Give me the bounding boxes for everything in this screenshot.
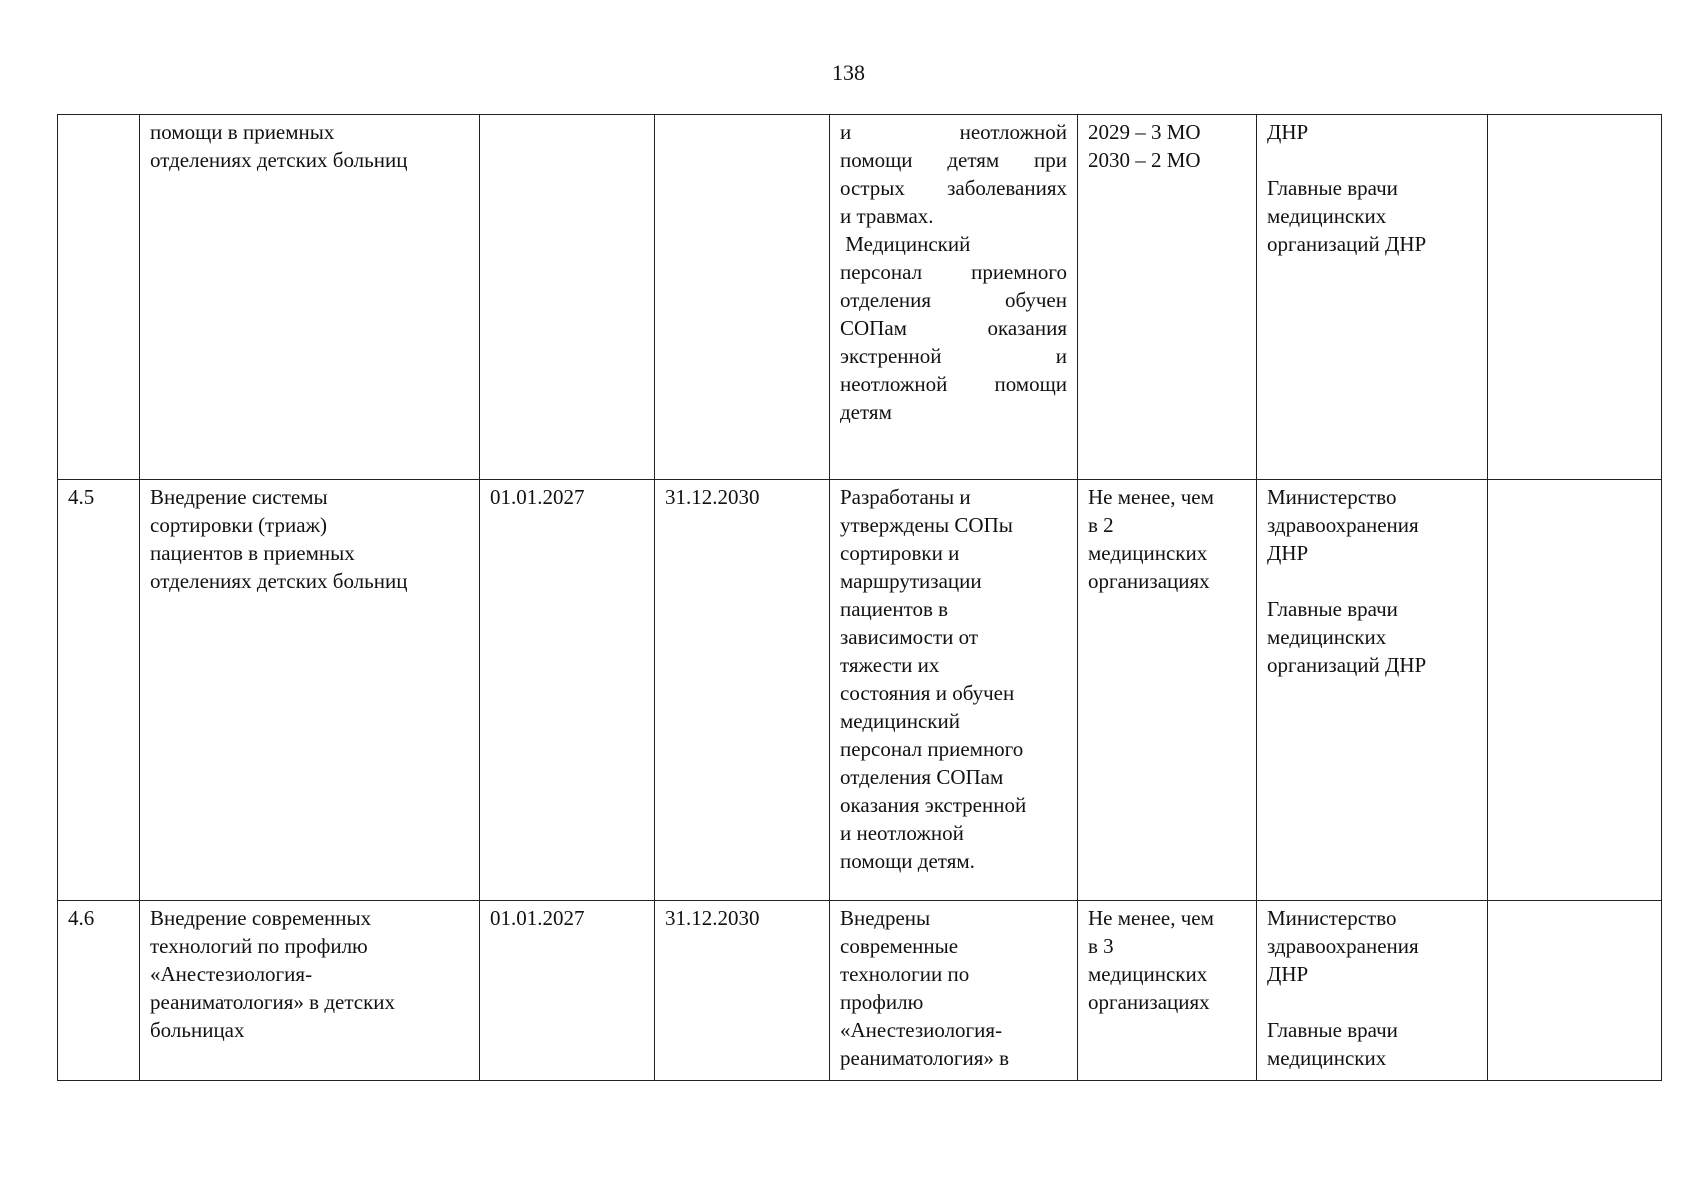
expected-result-line: медицинский — [840, 709, 960, 733]
responsible-line: ДНР — [1267, 120, 1309, 144]
measure-name-line: помощи в приемных — [150, 120, 335, 144]
responsible-line: Главные врачи — [1267, 597, 1398, 621]
plan-table — [57, 114, 1662, 1081]
expected-result — [830, 115, 1078, 480]
measure-name-line: технологий по профилю — [150, 934, 368, 958]
table-row — [58, 115, 1662, 480]
indicator-line: организациях — [1088, 569, 1210, 593]
measure-name-line: пациентов в приемных — [150, 541, 355, 565]
expected-result — [830, 480, 1078, 901]
measure-name-line: отделениях детских больниц — [150, 569, 408, 593]
responsible-line: Главные врачи — [1267, 176, 1398, 200]
expected-result-line — [840, 118, 1067, 146]
word: острых — [840, 176, 905, 200]
expected-result-line: отделения СОПам — [840, 765, 1004, 789]
expected-result-line — [840, 258, 1067, 286]
expected-result-line — [840, 146, 1067, 174]
responsible-line: медицинских — [1267, 1046, 1387, 1070]
word: и — [840, 120, 852, 144]
indicator-line: организациях — [1088, 990, 1210, 1014]
word: экстренной — [840, 344, 942, 368]
responsible-line — [1267, 988, 1477, 1016]
word: помощи — [840, 148, 913, 172]
table-row — [58, 480, 1662, 901]
responsible-line: здравоохранения — [1267, 934, 1419, 958]
word: оказания — [987, 316, 1067, 340]
note-cell — [1488, 115, 1662, 480]
expected-result-line: пациентов в — [840, 597, 949, 621]
word: обучен — [1004, 288, 1067, 312]
measure-name-line: Внедрение системы — [150, 485, 328, 509]
end-date — [655, 115, 830, 480]
row-number: 4.6 — [58, 901, 140, 1081]
responsible-line: медицинских — [1267, 204, 1387, 228]
expected-result — [830, 901, 1078, 1081]
indicator-line: медицинских — [1088, 962, 1208, 986]
word: приемного — [971, 260, 1067, 284]
word: отделения — [840, 288, 932, 312]
word: персонал — [840, 260, 923, 284]
expected-result-line — [840, 370, 1067, 398]
responsible-line: Главные врачи — [1267, 1018, 1398, 1042]
word: СОПам — [840, 316, 907, 340]
measure-name — [140, 115, 480, 480]
measure-name-line: сортировки (триаж) — [150, 513, 328, 537]
start-date: 01.01.2027 — [480, 901, 655, 1081]
table-row — [58, 901, 1662, 1081]
indicator — [1078, 115, 1257, 480]
word: неотложной — [959, 120, 1067, 144]
expected-result-line: реаниматология» в — [840, 1046, 1010, 1070]
page-number: 138 — [832, 60, 865, 85]
note-cell — [1488, 480, 1662, 901]
expected-result-line: и неотложной — [840, 821, 964, 845]
expected-result-line: маршрутизации — [840, 569, 982, 593]
responsible-line: здравоохранения — [1267, 513, 1419, 537]
indicator-line: 2030 – 2 МО — [1088, 148, 1201, 172]
indicator — [1078, 901, 1257, 1081]
start-date: 01.01.2027 — [480, 480, 655, 901]
expected-result-line: детям — [840, 400, 892, 424]
row-number: 4.5 — [58, 480, 140, 901]
expected-result-line — [840, 314, 1067, 342]
word: заболеваниях — [947, 176, 1067, 200]
indicator-line: в 2 — [1088, 513, 1114, 537]
measure-name-line: Внедрение современных — [150, 906, 372, 930]
word: при — [1034, 148, 1067, 172]
start-date — [480, 115, 655, 480]
responsible — [1257, 115, 1488, 480]
responsible-line: организаций ДНР — [1267, 232, 1427, 256]
expected-result-line: оказания экстренной — [840, 793, 1027, 817]
end-date: 31.12.2030 — [655, 901, 830, 1081]
expected-result-line: Внедрены — [840, 906, 931, 930]
expected-result-line: состояния и обучен — [840, 681, 1015, 705]
expected-result-line — [840, 286, 1067, 314]
expected-result-line: тяжести их — [840, 653, 940, 677]
expected-result-line: профилю — [840, 990, 924, 1014]
responsible-line: Министерство — [1267, 906, 1397, 930]
measure-name-line: «Анестезиология- — [150, 962, 313, 986]
responsible-line: организаций ДНР — [1267, 653, 1427, 677]
responsible-line: Министерство — [1267, 485, 1397, 509]
measure-name-line: реаниматология» в детских — [150, 990, 396, 1014]
indicator — [1078, 480, 1257, 901]
indicator-line: в 3 — [1088, 934, 1114, 958]
responsible-line — [1267, 146, 1477, 174]
row-number — [58, 115, 140, 480]
expected-result-line — [840, 342, 1067, 370]
expected-result-line — [840, 174, 1067, 202]
indicator-line: медицинских — [1088, 541, 1208, 565]
responsible-line: ДНР — [1267, 962, 1309, 986]
responsible — [1257, 480, 1488, 901]
expected-result-line: персонал приемного — [840, 737, 1024, 761]
expected-result-line: помощи детям. — [840, 849, 975, 873]
expected-result-line: зависимости от — [840, 625, 979, 649]
responsible-line: ДНР — [1267, 541, 1309, 565]
word: и — [1055, 344, 1067, 368]
expected-result-line: Разработаны и — [840, 485, 971, 509]
responsible — [1257, 901, 1488, 1081]
expected-result-line: и травмах. — [840, 204, 934, 228]
expected-result-line: утверждены СОПы — [840, 513, 1013, 537]
word: помощи — [994, 372, 1067, 396]
word: детям — [947, 148, 1000, 172]
expected-result-line: сортировки и — [840, 541, 960, 565]
responsible-line — [1267, 567, 1477, 595]
responsible-line: медицинских — [1267, 625, 1387, 649]
indicator-line: Не менее, чем — [1088, 906, 1214, 930]
table-body — [58, 115, 1662, 1081]
measure-name — [140, 901, 480, 1081]
note-cell — [1488, 901, 1662, 1081]
measure-name-line: больницах — [150, 1018, 245, 1042]
measure-name — [140, 480, 480, 901]
expected-result-line: Медицинский — [840, 232, 971, 256]
measure-name-line: отделениях детских больниц — [150, 148, 408, 172]
expected-result-line: «Анестезиология- — [840, 1018, 1003, 1042]
expected-result-line: технологии по — [840, 962, 970, 986]
indicator-line: 2029 – 3 МО — [1088, 120, 1201, 144]
expected-result-line: современные — [840, 934, 959, 958]
end-date: 31.12.2030 — [655, 480, 830, 901]
indicator-line: Не менее, чем — [1088, 485, 1214, 509]
word: неотложной — [840, 372, 948, 396]
